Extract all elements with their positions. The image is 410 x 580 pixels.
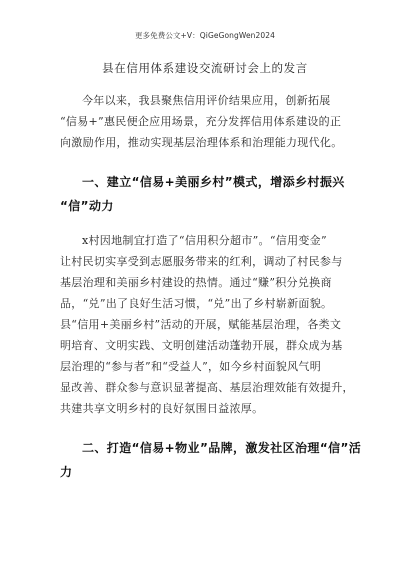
paragraph-line: “信易+”惠民便企应用场景，充分发挥信用体系建设的正 (60, 115, 342, 128)
paragraph-line: 显改善、群众参与意识显著提高、基层治理效能有效提升， (60, 381, 354, 394)
heading-line: “信”动力 (60, 199, 114, 213)
intro-paragraph (60, 90, 362, 153)
paragraph-line: 品，“兑”出了良好生活习惯，“兑”出了乡村崭新面貌。 (60, 297, 333, 310)
section-1-paragraph (60, 230, 362, 419)
heading-line: 一、建立“信易+美丽乡村”模式，增添乡村振兴 (82, 175, 345, 189)
section-heading-1 (60, 170, 362, 218)
paragraph-line: 县“信用+美丽乡村”活动的开展，赋能基层治理，各类文 (60, 318, 342, 331)
paragraph-line: 今年以来，我县聚焦信用评价结果应用，创新拓展 (82, 94, 331, 107)
heading-line: 力 (60, 465, 73, 479)
paragraph-line: 层治理的“参与者”和“受益人”，如今乡村面貌风气明 (60, 360, 321, 373)
paragraph-line: x村因地制宜打造了“信用积分超市”。“信用变金” (82, 234, 327, 247)
section-heading-2 (60, 436, 362, 484)
paragraph-line: 明培育、文明实践、文明创建活动蓬勃开展，群众成为基 (60, 339, 343, 352)
paragraph-line: 基层治理和美丽乡村建设的热情。通过“赚”积分兑换商 (60, 276, 332, 289)
paragraph-line: 向激励作用，推动实现基层治理体系和治理能力现代化。 (60, 136, 343, 149)
heading-line: 二、打造“信易+物业”品牌，激发社区治理“信”活 (82, 441, 362, 455)
header-note: 更多免费公文+V：QiGeGongWen2024 (134, 31, 276, 40)
paragraph-line: 共建共享文明乡村的良好氛围日益浓厚。 (60, 402, 264, 415)
paragraph-line: 让村民切实享受到志愿服务带来的红利，调动了村民参与 (60, 255, 343, 268)
document-title: 县在信用体系建设交流研讨会上的发言 (102, 61, 308, 75)
